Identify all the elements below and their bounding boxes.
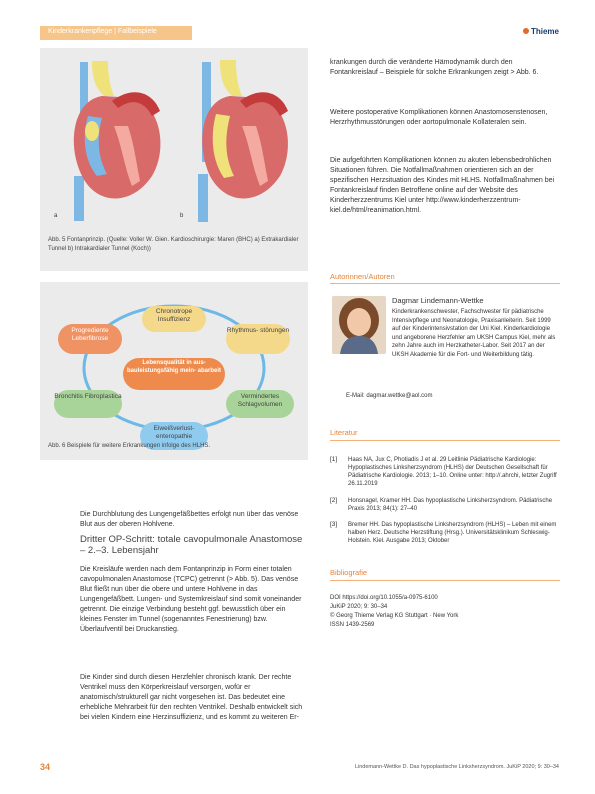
heart-diagram-b	[178, 56, 298, 226]
figure-label-a: a	[54, 213, 58, 219]
node-rhythmus: Rhythmus- störungen	[226, 327, 290, 334]
footer-citation: Lindemann-Wettke D. Das hypoplastische Linksherzsyndrom. JuKiP 2020; 9: 30–34	[354, 764, 559, 770]
node-leberfibrose: Progrediente Leberfibrose	[71, 327, 109, 342]
ref-number-3: [3]	[330, 521, 338, 528]
bibliography-issn: ISSN 1439-2569	[330, 622, 375, 628]
paragraph-emergency: Die aufgeführten Komplikationen können zu akuten lebensbedrohlichen Situationen führen. Die Notfallmaßnahmen orientieren sich an der spezifischen Herzsituation des Kindes mit HLHS. Notfallmaßnahmen bei Fontankreislauf finden Betroffene online auf der Website des Kinderherzzentrums Kiel unter http://www.kinderherzzentrum-kiel.de/html/reanimation.html.	[330, 157, 555, 214]
paragraph-intro: Die Durchblutung des Lungengefäßbettes erfolgt nun über das venöse Blut aus der oberen Hohlvene.	[80, 511, 299, 528]
author-bio: Kinderkrankenschwester, Fachschwester für pädiatrische Intensivpflege und Neonatologie, Praxisanleiterin. Seit 1999 auf der Kinderintensivstation der Uni Kiel. Kinderkardiologie und angeborene Herzfehler am UKSH Campus Kiel, mehr als zehn Jahre auch im Herzkatheter-Labor. Seit 2017 an der UKSH Akademie für die Fort- und Weiterbildung tätig.	[392, 309, 556, 358]
node-chronotrope: Chronotrope Insuffizienz	[155, 308, 193, 323]
node-bronchitis: Bronchitis Fibroplastica	[54, 393, 122, 400]
page-number: 34	[40, 762, 51, 772]
node-schlagvolumen: Vermindertes Schlagvolumen	[237, 393, 283, 408]
figure-complications-box	[40, 282, 308, 460]
node-center: Lebensqualität in aus- bauleistungsfähig mein- abarbeit	[126, 360, 221, 374]
section-label: Kinderkrankenpflege | Fallbeispiele	[48, 28, 157, 35]
literature-rule	[330, 440, 560, 441]
bibliography-publisher: © Georg Thieme Verlag KG Stuttgart · New York	[330, 613, 459, 619]
paragraph-chronic: Die Kinder sind durch diesen Herzfehler chronisch krank. Der rechte Ventrikel muss den Körperkreislauf versorgen, wofür er anatomisch/strukturell gar nicht vorgesehen ist. Das bedeutet eine erhebliche Mehrarbeit für den rechten Ventrikel. Deshalb entwickelt sich bei vielen Kindern eine Herzinsuffizienz, und es kommt zu weiteren Er-	[80, 674, 303, 721]
literature-title: Literatur	[330, 428, 358, 437]
ref-text-2: Honsnagel, Kramer HH. Das hypoplastische Linksherzsyndrom. Pädiatrische Praxis 2013; 84(1): 27–40	[348, 498, 553, 512]
section-heading: Dritter OP-Schritt: totale cavopulmonale Anastomose – 2.–3. Lebensjahr	[80, 534, 303, 556]
ref-text-3: Bremer HH. Das hypoplastische Linksherzsyndrom (HLHS) – Leben mit einem halben Herz. Deutsche Herzstiftung (Hrsg.). Universitätsklinikum Schleswig-Holstein. Kiel. Ausgabe 2013; Oktober	[348, 522, 557, 544]
ref-number-2: [2]	[330, 497, 338, 504]
authors-title: Autorinnen/Autoren	[330, 272, 395, 281]
figure-label-b: b	[180, 213, 184, 219]
publisher-logo-text: Thieme	[530, 27, 559, 36]
figure-complications-caption: Abb. 6 Beispiele für weitere Erkrankungen infolge des HLHS.	[48, 443, 211, 449]
author-photo	[332, 296, 386, 354]
ref-number-1: [1]	[330, 456, 338, 463]
authors-rule	[330, 283, 560, 284]
paragraph-tcpc: Die Kreisläufe werden nach dem Fontanprinzip in Form einer totalen cavopulmonalen Anastomose (TCPC) getrennt (> Abb. 5). Das venöse Blut fließt nun über die obere und untere Hohlvene in das Lungengefäßbett. Lungen- und Systemkreislauf sind somit voneinander getrennt. Die einzige Verbindung besteht ggf. bewusstlich über ein kleines Fenster im Tunnel (sogenanntes Fenestrierung) bzw. Überlaufventil bei Druckanstieg.	[80, 566, 302, 633]
bibliography-rule	[330, 580, 560, 581]
node-eiweissverlust: Eiweißverlust- enteropathie	[153, 425, 195, 440]
ref-text-1: Haas NA, Jux C, Photiadis J et al. 29 Leitlinie Pädiatrische Kardiologie: Hypoplastisches Linksherzsyndrom (HLHS) der Deutschen Gesellschaft für Pädiatrische Kardiologie. 2013; 1–10. Online unter: http://.ahrchi, letzter Zugriff 26.11.2019	[348, 457, 557, 487]
bibliography-title: Bibliografie	[330, 568, 368, 577]
thieme-dot-icon	[523, 28, 529, 34]
figure-fontan-caption: Abb. 5 Fontanprinzip. (Quelle: Voller W. Gien. Kardioschirurgie: Maren (BHC) a) Extrakardialer Tunnel b) Intrakardialer Tunnel (Koch))	[48, 237, 299, 252]
section-label-bar	[40, 26, 192, 40]
paragraph-postop: Weitere postoperative Komplikationen können Anastomosenstenosen, Herzrhythmusstörungen oder aortopulmonale Kollateralen sein.	[330, 109, 548, 126]
author-name: Dagmar Lindemann-Wettke	[392, 296, 484, 305]
paragraph-hemodynamics: krankungen durch die veränderte Hämodynamik durch den Fontankreislauf – Beispiele für solche Erkrankungen zeigt > Abb. 6.	[330, 59, 539, 76]
bibliography-journal: JuKiP 2020; 9: 30–34	[330, 604, 388, 610]
author-email: E-Mail: dagmar.wettke@aol.com	[346, 393, 433, 399]
bibliography-doi: DOI https://doi.org/10.1055/a-0975-6100	[330, 595, 438, 601]
publisher-logo	[523, 27, 559, 36]
heart-diagram-a	[52, 56, 172, 226]
